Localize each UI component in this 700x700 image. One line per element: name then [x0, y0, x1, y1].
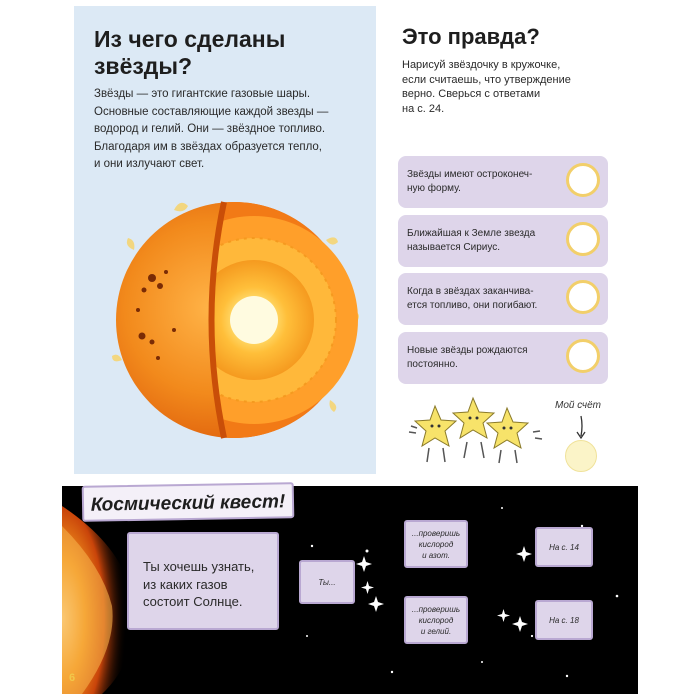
score-label: Мой счёт [555, 400, 601, 411]
statement-line: Новые звёзды рождаются [407, 345, 528, 356]
description-line: и они излучают свет. [94, 158, 205, 170]
quest-you-card[interactable] [299, 560, 355, 604]
quest-intro-card [127, 532, 279, 630]
stars-description [94, 86, 374, 174]
answer-circle-2[interactable] [566, 222, 600, 256]
quest-page-ref-18[interactable] [535, 600, 593, 640]
statement-card-2 [398, 215, 608, 267]
description-line: Звёзды — это гигантские газовые шары. [94, 88, 311, 100]
quiz-title: Это правда? [402, 24, 540, 49]
answer-circle-1[interactable] [566, 163, 600, 197]
page-ref-text: На с. 18 [549, 615, 579, 625]
quest-option-line: и азот. [422, 550, 450, 560]
page-ref-text: На с. 14 [549, 542, 579, 552]
statement-line: ется топливо, они погибают. [407, 300, 538, 311]
statement-text [407, 285, 557, 313]
statement-text [407, 227, 557, 255]
quest-intro-line: состоит Солнце. [143, 594, 243, 609]
quest-intro-line: из каких газов [143, 576, 228, 592]
statement-line: называется Сириус. [407, 242, 501, 253]
score-circle[interactable] [565, 440, 597, 472]
quest-intro-line: Ты хочешь узнать, [143, 559, 255, 574]
answer-circle-3[interactable] [566, 280, 600, 314]
answer-circle-4[interactable] [566, 339, 600, 373]
space-quest-banner: Космический квест! [82, 482, 295, 522]
quest-option-line: кислород [418, 539, 454, 549]
statement-line: Звёзды имеют остроконеч- [407, 169, 533, 180]
quest-option-oxygen-helium[interactable] [404, 596, 468, 644]
description-line: водород и гелий. Они — звёздное топливо. [94, 123, 326, 135]
quiz-instructions [402, 58, 602, 116]
statement-card-1 [398, 156, 608, 208]
instruction-line: на с. 24. [402, 102, 445, 115]
quest-option-line: и гелий. [420, 626, 452, 636]
statement-line: Когда в звёздах заканчива- [407, 286, 534, 297]
statement-text [407, 168, 557, 196]
left-title-line-2: звёзды? [94, 53, 193, 79]
left-title [94, 26, 364, 80]
page-number: 6 [69, 672, 76, 684]
quest-page-ref-14[interactable] [535, 527, 593, 567]
instruction-line: если считаешь, что утверждение [402, 73, 571, 86]
star-characters-illustration [405, 392, 545, 472]
description-line: Основные составляющие каждой звезды — [94, 105, 329, 118]
sun-cutaway-illustration [104, 190, 366, 450]
quest-option-line: ...проверишь [411, 528, 461, 538]
statement-card-3 [398, 273, 608, 325]
description-line: Благодаря им в звёздах образуется тепло, [94, 140, 323, 153]
quest-option-line: кислород [418, 615, 454, 625]
arrow-down-icon [574, 414, 588, 440]
statement-text [407, 344, 557, 372]
instruction-line: верно. Сверься с ответами [402, 88, 541, 100]
quest-you-text: Ты... [318, 577, 336, 587]
statement-card-4 [398, 332, 608, 384]
quest-option-oxygen-nitrogen[interactable] [404, 520, 468, 568]
quest-option-line: ...проверишь [411, 604, 461, 614]
statement-line: ную форму. [407, 183, 461, 194]
instruction-line: Нарисуй звёздочку в кружочке, [402, 59, 561, 71]
statement-line: Ближайшая к Земле звезда [407, 228, 536, 239]
left-title-line-1: Из чего сделаны [94, 26, 286, 52]
statement-line: постоянно. [407, 359, 458, 370]
